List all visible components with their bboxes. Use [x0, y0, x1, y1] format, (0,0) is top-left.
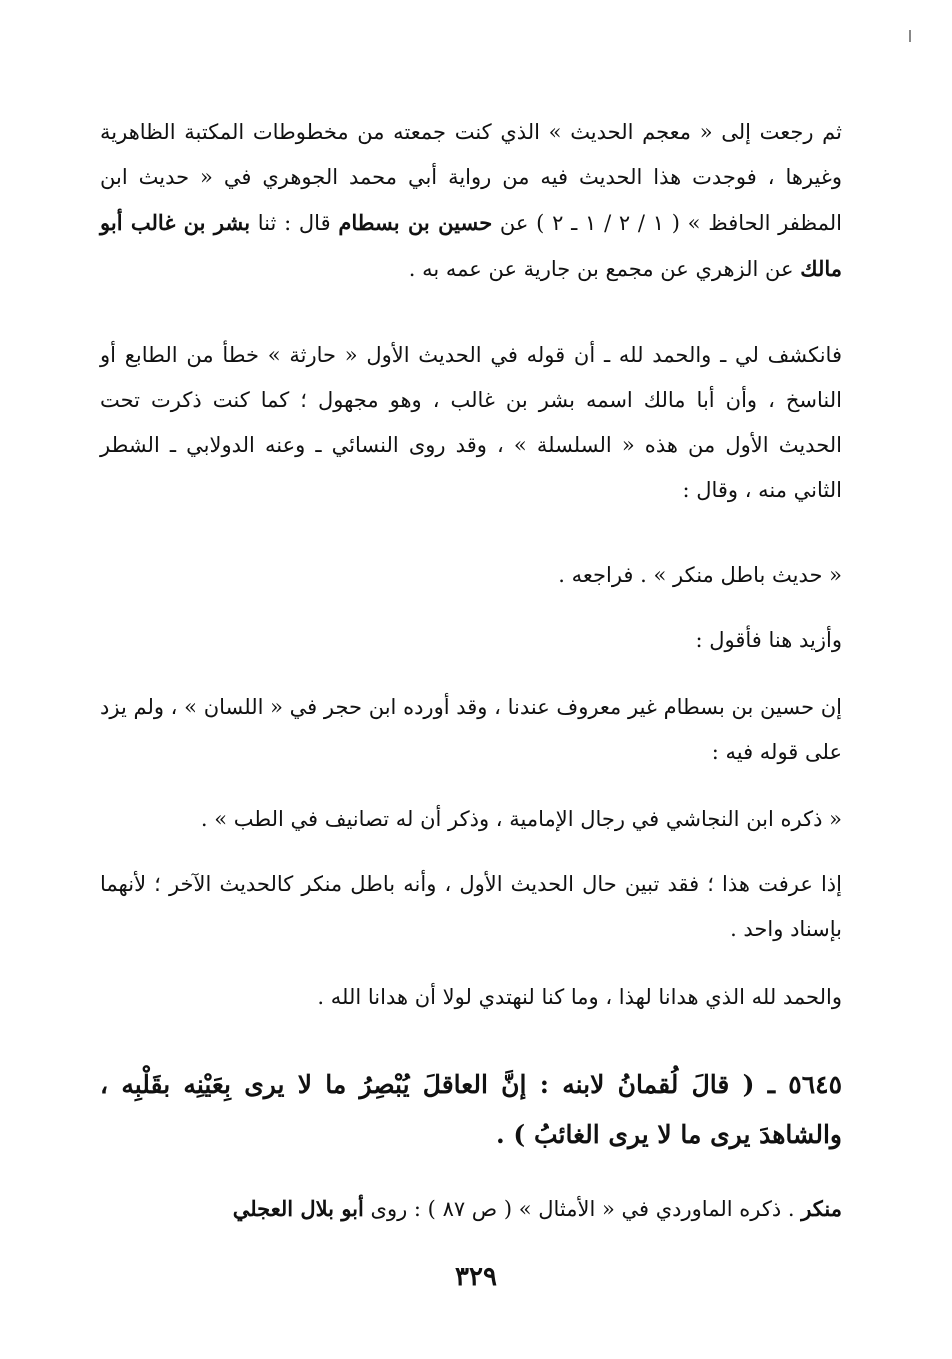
paragraph-text: قال : ثنا — [250, 211, 339, 235]
narrator-name: أبو بلال العجلي — [232, 1196, 364, 1221]
paragraph-source-found — [100, 110, 842, 292]
paragraph-quote-najashi: « ذكره ابن النجاشي في رجال الإمامية ، وذكر أن له تصانيف في الطب » . — [200, 807, 842, 831]
narrator-name: بشر بن غالب أبو مالك — [100, 210, 842, 281]
paragraph-conclusion: إذا عرفت هذا ؛ فقد تبين حال الحديث الأول ، وأنه باطل منكر كالحديث الآخر ؛ لأنهما بإسناد واحد . — [100, 872, 842, 941]
ruling-word: منكر — [801, 1196, 842, 1221]
paragraph-correction: فانكشف لي ـ والحمد لله ـ أن قوله في الحديث الأول « حارثة » خطأ من الطابع أو الناسخ ، وأن أبا مالك اسمه بشر بن غالب ، وهو مجهول ؛ كما كنت ذكرت تحت الحديث الأول من هذه « السلسلة » ، وقد روى النسائي ـ وعنه الدولابي ـ الشطر الثاني منه ، وقال : — [100, 343, 842, 502]
paragraph-text: عن الزهري عن مجمع بن جارية عن عمه به . — [408, 257, 801, 281]
margin-mark — [909, 30, 911, 42]
paragraph-praise: والحمد لله الذي هدانا لهذا ، وما كنا لنهتدي لولا أن هدانا الله . — [317, 985, 842, 1009]
paragraph-text: . ذكره الماوردي في « الأمثال » ( ص ٨٧ ) : روى — [363, 1197, 802, 1221]
paragraph-narrator-status: إن حسين بن بسطام غير معروف عندنا ، وقد أورده ابن حجر في « اللسان » ، ولم يزد على قوله فيه : — [100, 695, 842, 764]
paragraph-text: ثم رجعت إلى « معجم الحديث » الذي كنت جمعته من مخطوطات المكتبة الظاهرية وغيرها ، فوجدت هذا الحديث فيه من رواية أبي محمد الجوهري في « حديث ابن المظفر الحافظ » ( ١ / ٢ / ١ ـ ٢ ) عن — [100, 120, 842, 235]
paragraph-quote-verdict: « حديث باطل منكر » . فراجعه . — [558, 563, 842, 587]
paragraph-hadith-ruling — [100, 1186, 842, 1232]
page-number: ٣٢٩ — [455, 1262, 497, 1292]
paragraph-addition: وأزيد هنا فأقول : — [695, 628, 842, 652]
narrator-name: حسين بن بسطام — [338, 210, 493, 235]
hadith-entry-heading: ٥٦٤٥ ـ ( قالَ لُقمانُ لابنه : إنَّ العاقلَ يُبْصِرُ ما لا يرى بِعَيْنِه بقَلْبِه ، والشاهدَ يرى ما لا يرى الغائبُ ) . — [100, 1070, 842, 1149]
